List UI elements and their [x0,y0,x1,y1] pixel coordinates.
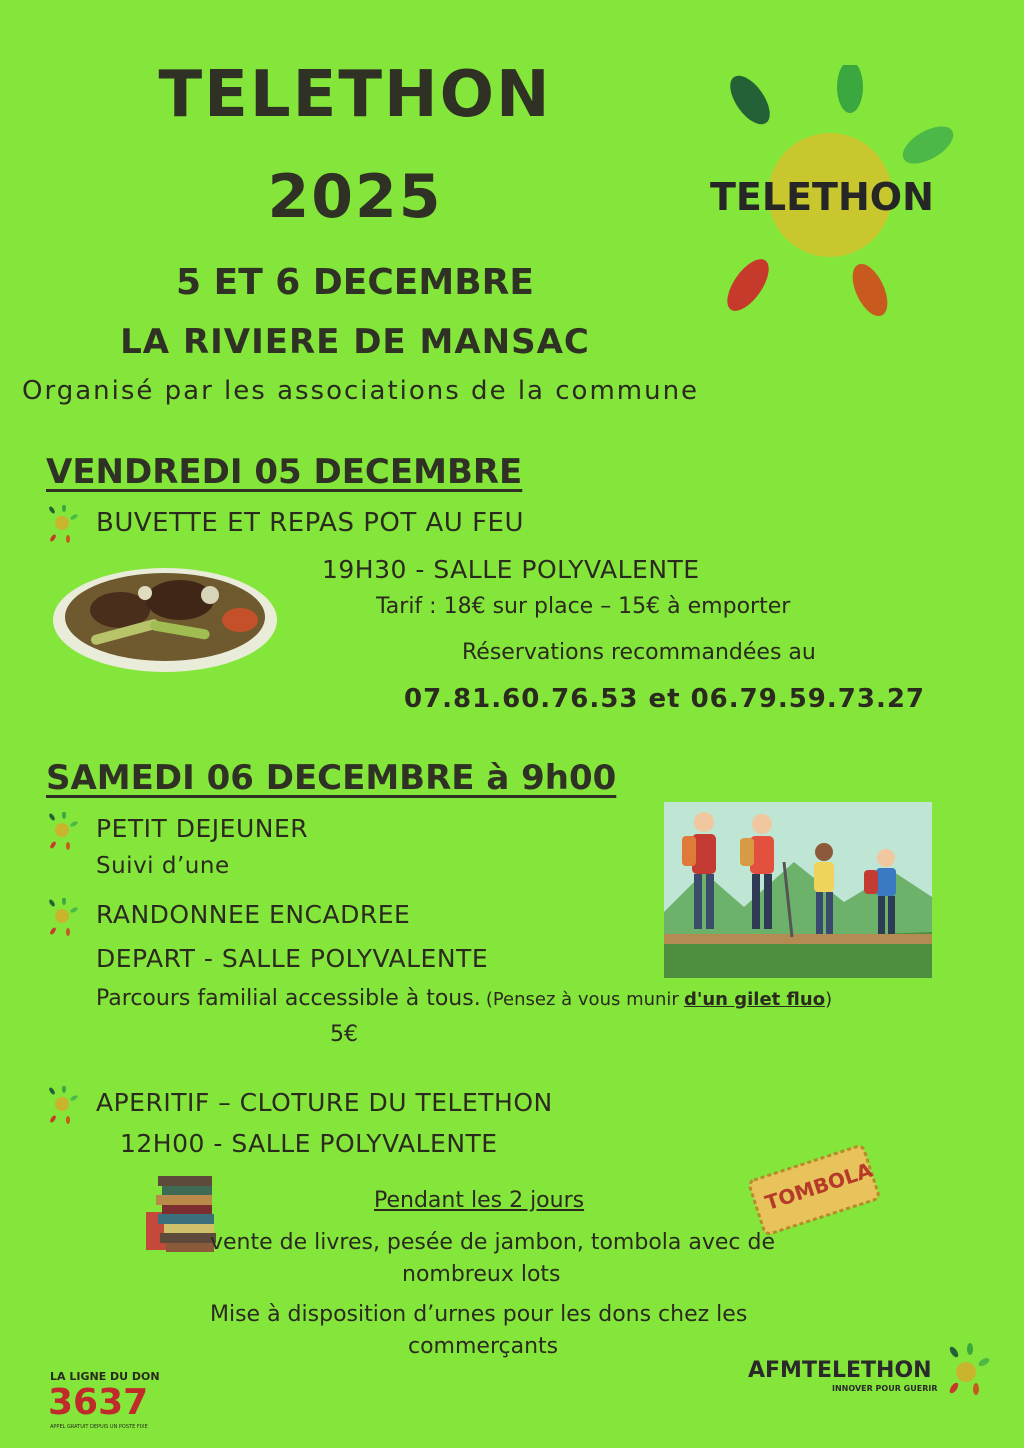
hike-route-text: Parcours familial accessible à tous. [96,986,481,1011]
hike-note-prefix: (Pensez à vous munir [485,989,679,1010]
aperitif-time: 12H00 - SALLE POLYVALENTE [120,1129,498,1158]
hike: RANDONNEE ENCADREE [96,900,411,929]
afm-name: TELETHON [801,1358,932,1383]
don-number: 3637 [48,1382,149,1423]
sun-bullet-icon [46,1086,78,1126]
logo-text: TELETHON [710,175,934,219]
afm-prefix: AFM [748,1358,802,1383]
sun-bullet-icon [46,898,78,938]
saturday-heading: SAMEDI 06 DECEMBRE à 9h00 [46,758,617,798]
organizer: Organisé par les associations de la commune [22,376,700,406]
afm-tagline: INNOVER POUR GUERIR [832,1384,938,1393]
both-days-line1: vente de livres, pesée de jambon, tombola avec de [210,1230,775,1255]
books-image [142,1170,218,1254]
friday-time-place: 19H30 - SALLE POLYVALENTE [322,555,700,584]
friday-phones: 07.81.60.76.53 et 06.79.59.73.27 [404,684,925,714]
tombola-ticket [746,1142,882,1237]
afm-title [748,1358,932,1383]
sun-bullet-icon [46,505,78,545]
aperitif: APERITIF – CLOTURE DU TELETHON [96,1088,553,1117]
telethon-logo [700,65,970,325]
afm-telethon-logo [748,1342,998,1402]
don-label: LA LIGNE DU DON [50,1370,160,1383]
event-place: LA RIVIERE DE MANSAC [120,322,590,362]
hike-price: 5€ [330,1022,358,1047]
followed-by: Suivi d’une [96,853,230,879]
hike-route [96,986,832,1011]
hikers-image [664,802,932,978]
friday-price: Tarif : 18€ sur place – 15€ à emporter [376,594,791,619]
tombola-label: TOMBOLA [762,1157,876,1215]
event-dates: 5 ET 6 DECEMBRE [176,262,534,303]
both-days-line3: Mise à disposition d’urnes pour les dons chez les [210,1302,748,1327]
page-year: 2025 [267,162,443,232]
hike-departure: DEPART - SALLE POLYVALENTE [96,944,489,973]
page-title: TELETHON [158,58,552,132]
sun-bullet-icon [46,812,78,852]
both-days-heading: Pendant les 2 jours [374,1188,585,1213]
friday-reservation: Réservations recommandées au [462,640,816,665]
hike-note-vest: d'un gilet fluo [683,989,826,1010]
hike-note-suffix: ) [825,989,833,1010]
both-days-line2: nombreux lots [402,1262,561,1287]
afm-sun-icon [944,1342,992,1396]
breakfast: PETIT DEJEUNER [96,814,309,843]
friday-event: BUVETTE ET REPAS POT AU FEU [96,508,525,538]
don-subtext: APPEL GRATUIT DEPUIS UN POSTE FIXE [50,1424,148,1430]
friday-heading: VENDREDI 05 DECEMBRE [46,452,523,492]
both-days-line4: commerçants [408,1334,559,1359]
don-line-logo [48,1370,168,1440]
pot-au-feu-image [50,555,280,675]
